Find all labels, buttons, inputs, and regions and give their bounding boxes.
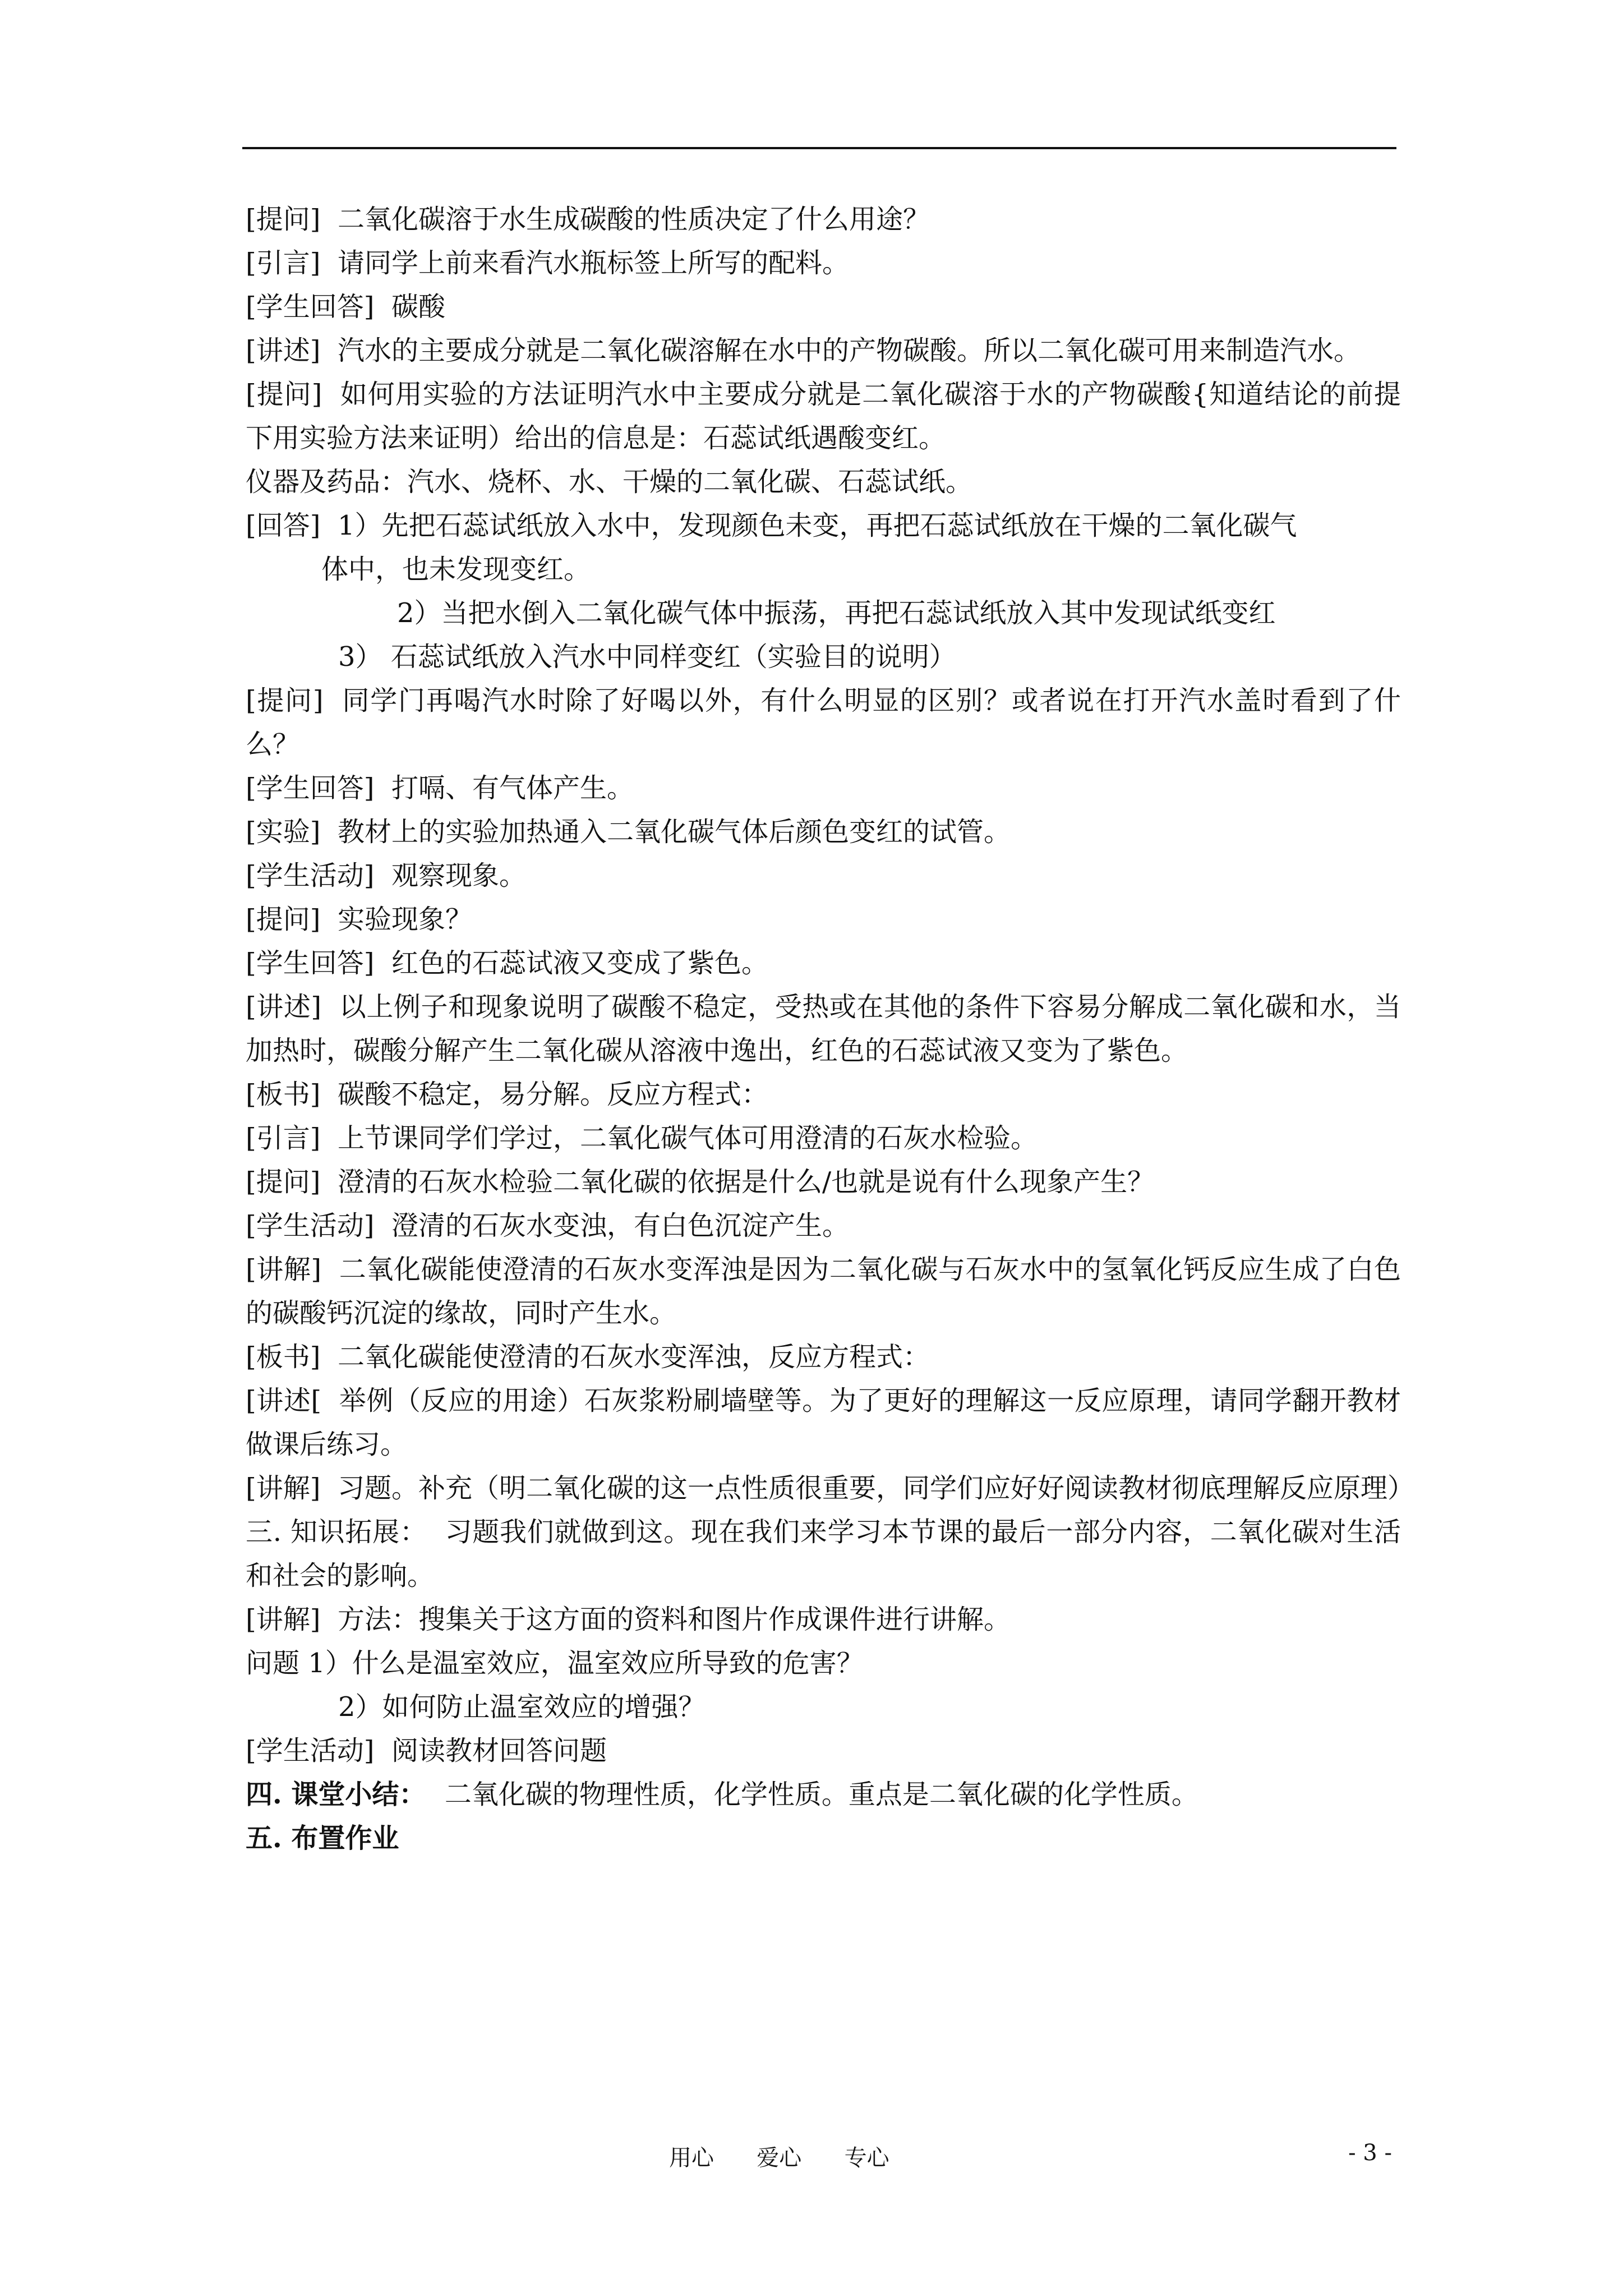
footer-motto: 用心 爱心 专心 — [669, 2145, 889, 2171]
paragraph-label: [学生活动] — [246, 1735, 391, 1766]
paragraph-text: 方法：搜集关于这方面的资料和图片作成课件进行讲解。 — [337, 1604, 1011, 1635]
paragraph-text: 打嗝、有气体产生。 — [391, 772, 634, 804]
paragraph-24 — [246, 1379, 1401, 1466]
paragraph-23 — [246, 1335, 1401, 1379]
paragraph-text: 如何用实验的方法证明汽水中主要成分就是二氧化碳溶于水的产物碳酸{知道结论的前提下用实验方法来证明）给出的信息是：石蕊试纸遇酸变红。 — [246, 379, 1401, 454]
paragraph-text: 观察现象。 — [391, 860, 526, 891]
paragraph-16 — [246, 941, 1401, 985]
paragraph-text: 同学门再喝汽水时除了好喝以外，有什么明显的区别？或者说在打开汽水盖时看到了什么？ — [246, 685, 1401, 760]
paragraph-20 — [246, 1160, 1401, 1204]
paragraph-13 — [246, 810, 1401, 854]
paragraph-18 — [246, 1073, 1401, 1116]
paragraph-text: 教材上的实验加热通入二氧化碳气体后颜色变红的试管。 — [337, 816, 1011, 848]
paragraph-8 — [246, 547, 1401, 591]
paragraph-text: 红色的石蕊试液又变成了紫色。 — [391, 947, 768, 979]
paragraph-12 — [246, 766, 1401, 810]
paragraph-label: [实验] — [246, 816, 338, 848]
paragraph-text: 体中，也未发现变红。 — [321, 554, 591, 585]
paragraph-text: 请同学上前来看汽水瓶标签上所写的配料。 — [337, 247, 849, 279]
paragraph-text: 澄清的石灰水变浊，有白色沉淀产生。 — [391, 1210, 849, 1241]
paragraph-22 — [246, 1248, 1401, 1335]
paragraph-text: 阅读教材回答问题 — [391, 1735, 607, 1766]
paragraph-1 — [246, 197, 1401, 241]
paragraph-text: 1）先把石蕊试纸放入水中，发现颜色未变，再把石蕊试纸放在干燥的二氧化碳气 — [337, 510, 1297, 541]
paragraph-text: 1）什么是温室效应，温室效应所导致的危害？ — [308, 1648, 864, 1679]
paragraph-19 — [246, 1116, 1401, 1160]
paragraph-15 — [246, 898, 1401, 941]
paragraph-11 — [246, 679, 1401, 766]
paragraph-text: 以上例子和现象说明了碳酸不稳定，受热或在其他的条件下容易分解成二氧化碳和水，当加热时，碳酸分解产生二氧化碳从溶液中逸出，红色的石蕊试液又变为了紫色。 — [246, 991, 1401, 1066]
paragraph-21 — [246, 1204, 1401, 1248]
paragraph-text: 仪器及药品：汽水、烧杯、水、干燥的二氧化碳、石蕊试纸。 — [246, 466, 973, 498]
section-heading: 五. 布置作业 — [246, 1823, 399, 1854]
paragraph-label: [引言] — [246, 247, 338, 279]
paragraph-label: [板书] — [246, 1079, 338, 1110]
document-body — [246, 197, 1414, 1860]
page-footer — [242, 2140, 1396, 2174]
paragraph-31 — [246, 1773, 1401, 1816]
section-heading: 四. 课堂小结： — [246, 1779, 445, 1810]
paragraph-27 — [246, 1598, 1401, 1641]
paragraph-17 — [246, 985, 1401, 1073]
paragraph-text: 习题。补充（明二氧化碳的这一点性质很重要，同学们应好好阅读教材彻底理解反应原理） — [337, 1473, 1414, 1504]
paragraph-9 — [246, 591, 1401, 635]
paragraph-25 — [246, 1466, 1414, 1510]
paragraph-label: [提问] — [246, 379, 340, 410]
paragraph-text: 二氧化碳能使澄清的石灰水变浑浊，反应方程式： — [337, 1341, 930, 1373]
paragraph-label: [提问] — [246, 204, 338, 235]
paragraph-label: [引言] — [246, 1122, 338, 1154]
paragraph-text: 澄清的石灰水检验二氧化碳的依据是什么/也就是说有什么现象产生？ — [337, 1166, 1155, 1198]
paragraph-text: 习题我们就做到这。现在我们来学习本节课的最后一部分内容，二氧化碳对生活和社会的影响。 — [246, 1516, 1401, 1591]
paragraph-28 — [246, 1641, 1401, 1685]
paragraph-26 — [246, 1510, 1401, 1598]
paragraph-label: [板书] — [246, 1341, 338, 1373]
paragraph-label: 问题 — [246, 1648, 308, 1679]
paragraph-label: [讲解] — [246, 1604, 338, 1635]
paragraph-2 — [246, 241, 1401, 285]
paragraph-30 — [246, 1729, 1401, 1773]
paragraph-label: [学生回答] — [246, 772, 391, 804]
page-number: - 3 - — [1348, 2140, 1392, 2166]
paragraph-5 — [246, 372, 1401, 460]
paragraph-label: [学生回答] — [246, 291, 391, 323]
paragraph-text: 上节课同学们学过，二氧化碳气体可用澄清的石灰水检验。 — [337, 1122, 1038, 1154]
paragraph-text: 碳酸 — [391, 291, 445, 323]
paragraph-label: [讲述] — [246, 335, 338, 366]
paragraph-10 — [246, 635, 1401, 679]
paragraph-label: [学生活动] — [246, 1210, 391, 1241]
paragraph-label: [讲解] — [246, 1254, 339, 1285]
header-rule — [242, 147, 1396, 149]
paragraph-label: [讲述[ — [246, 1385, 339, 1416]
paragraph-label: [学生活动] — [246, 860, 391, 891]
paragraph-text: 实验现象？ — [337, 904, 472, 935]
paragraph-32 — [246, 1816, 1401, 1860]
paragraph-14 — [246, 854, 1401, 898]
paragraph-label: [学生回答] — [246, 947, 391, 979]
paragraph-29 — [246, 1685, 1401, 1729]
paragraph-label: [讲述] — [246, 991, 339, 1023]
paragraph-text: 二氧化碳溶于水生成碳酸的性质决定了什么用途？ — [337, 204, 930, 235]
paragraph-7 — [246, 504, 1401, 547]
paragraph-label: [提问] — [246, 685, 343, 716]
paragraph-text: 2）当把水倒入二氧化碳气体中振荡，再把石蕊试纸放入其中发现试纸变红 — [397, 597, 1276, 629]
paragraph-label: 三. 知识拓展： — [246, 1516, 445, 1548]
paragraph-label: [回答] — [246, 510, 338, 541]
paragraph-4 — [246, 329, 1401, 372]
paragraph-text: 汽水的主要成分就是二氧化碳溶解在水中的产物碳酸。所以二氧化碳可用来制造汽水。 — [337, 335, 1361, 366]
paragraph-text: 二氧化碳能使澄清的石灰水变浑浊是因为二氧化碳与石灰水中的氢氧化钙反应生成了白色的碳酸钙沉淀的缘故，同时产生水。 — [246, 1254, 1401, 1329]
paragraph-text: 碳酸不稳定，易分解。反应方程式： — [337, 1079, 768, 1110]
paragraph-text: 二氧化碳的物理性质，化学性质。重点是二氧化碳的化学性质。 — [444, 1779, 1198, 1810]
paragraph-text: 2）如何防止温室效应的增强？ — [338, 1691, 706, 1723]
paragraph-label: [提问] — [246, 1166, 338, 1198]
paragraph-text: 3） 石蕊试纸放入汽水中同样变红（实验目的说明） — [338, 641, 956, 673]
paragraph-3 — [246, 285, 1401, 329]
paragraph-label: [讲解] — [246, 1473, 338, 1504]
paragraph-text: 举例（反应的用途）石灰浆粉刷墙壁等。为了更好的理解这一反应原理，请同学翻开教材做课后练习。 — [246, 1385, 1401, 1460]
paragraph-label: [提问] — [246, 904, 338, 935]
paragraph-6 — [246, 460, 1401, 504]
